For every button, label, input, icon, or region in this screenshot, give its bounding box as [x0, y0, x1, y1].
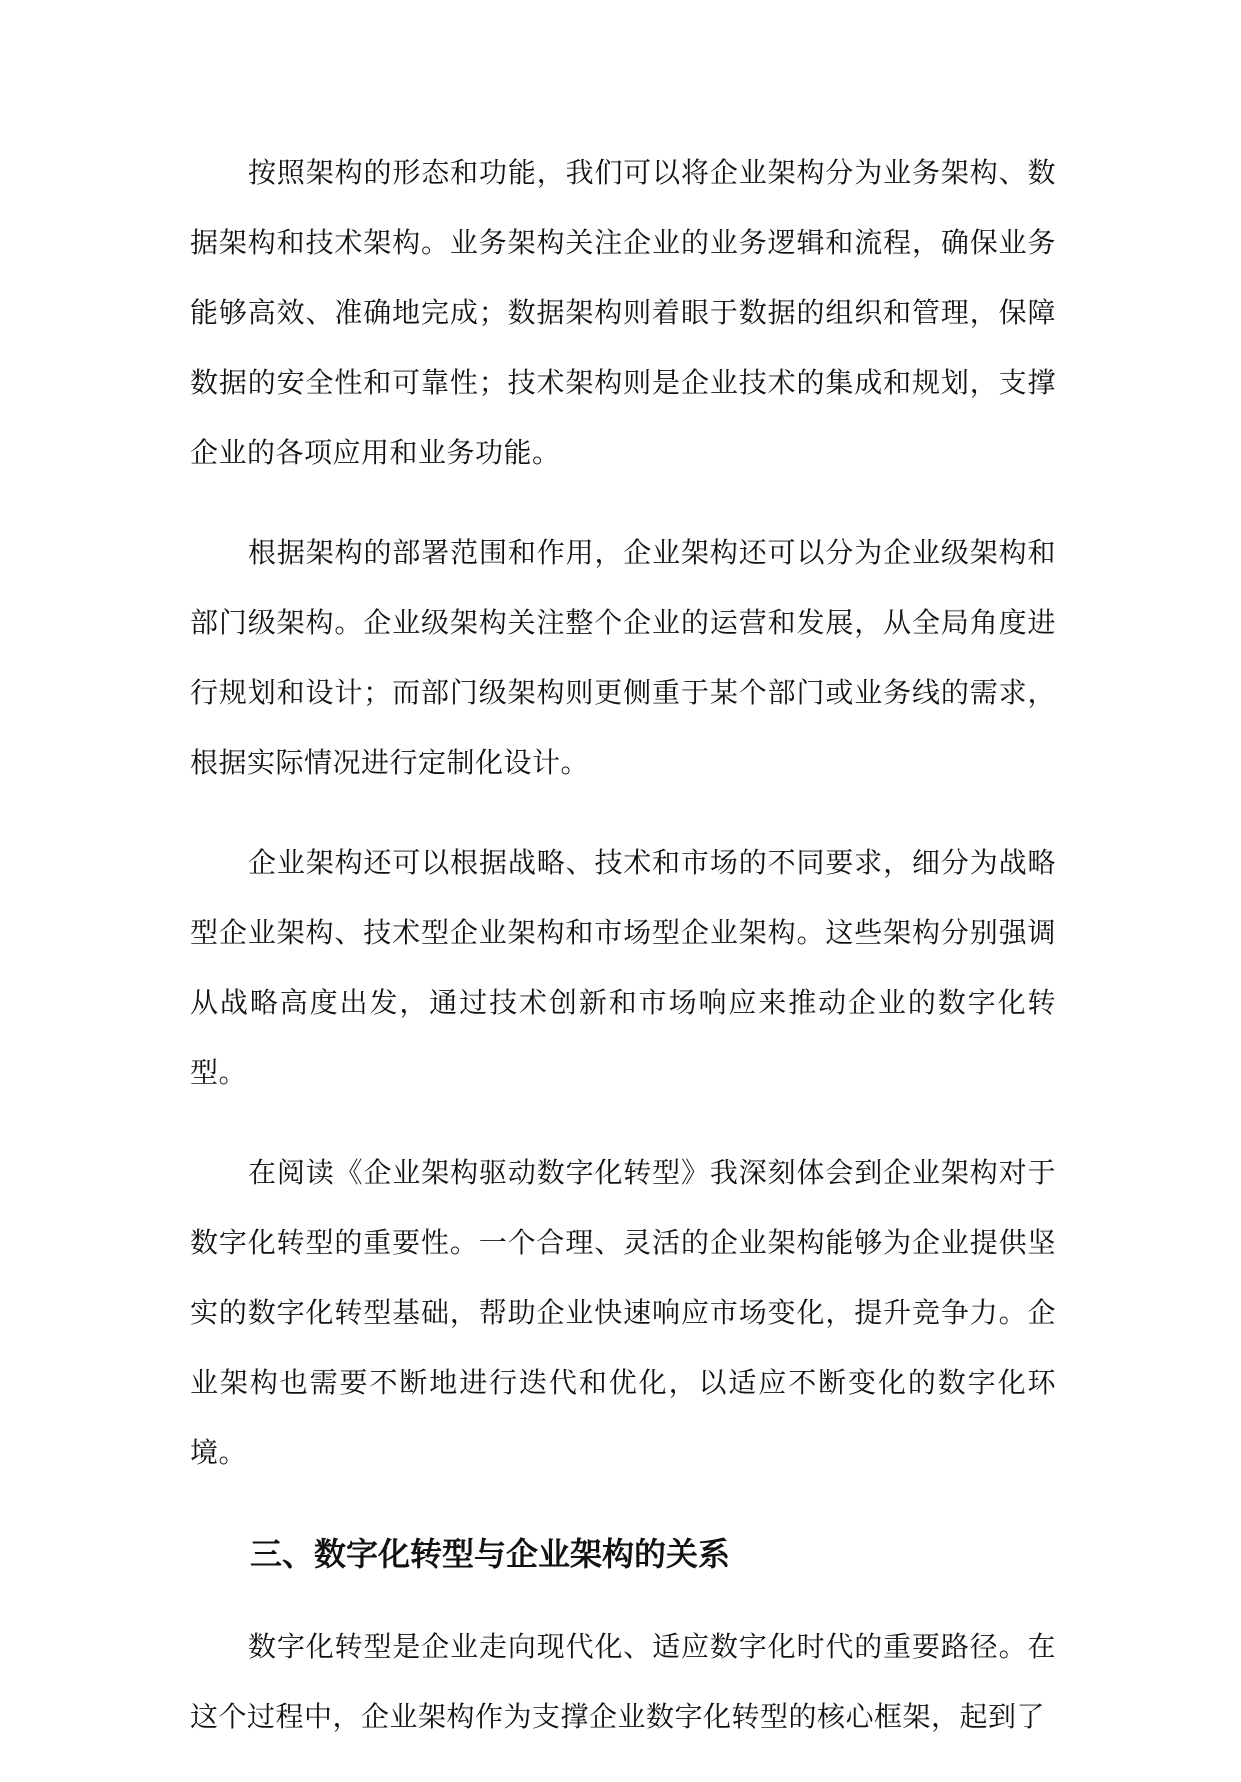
body-paragraph: 根据架构的部署范围和作用，企业架构还可以分为企业级架构和部门级架构。企业级架构关注整个企业的运营和发展，从全局角度进行规划和设计；而部门级架构则更侧重于某个部门或业务线的需求，根据实际情况进行定制化设计。 — [190, 536, 1056, 779]
body-paragraph: 数字化转型是企业走向现代化、适应数字化时代的重要路径。在这个过程中，企业架构作为支撑企业数字化转型的核心框架，起到了 — [190, 1630, 1056, 1733]
body-paragraph: 企业架构还可以根据战略、技术和市场的不同要求，细分为战略型企业架构、技术型企业架构和市场型企业架构。这些架构分别强调从战略高度出发，通过技术创新和市场响应来推动企业的数字化转型。 — [190, 846, 1056, 1089]
body-paragraph: 按照架构的形态和功能，我们可以将企业架构分为业务架构、数据架构和技术架构。业务架构关注企业的业务逻辑和流程，确保业务能够高效、准确地完成；数据架构则着眼于数据的组织和管理，保障数据的安全性和可靠性；技术架构则是企业技术的集成和规划，支撑企业的各项应用和业务功能。 — [190, 156, 1056, 469]
section-heading: 三、数字化转型与企业架构的关系 — [250, 1535, 731, 1573]
body-paragraph: 在阅读《企业架构驱动数字化转型》我深刻体会到企业架构对于数字化转型的重要性。一个合理、灵活的企业架构能够为企业提供坚实的数字化转型基础，帮助企业快速响应市场变化，提升竞争力。企业架构也需要不断地进行迭代和优化，以适应不断变化的数字化环境。 — [190, 1156, 1056, 1469]
document-page — [190, 138, 1056, 1782]
